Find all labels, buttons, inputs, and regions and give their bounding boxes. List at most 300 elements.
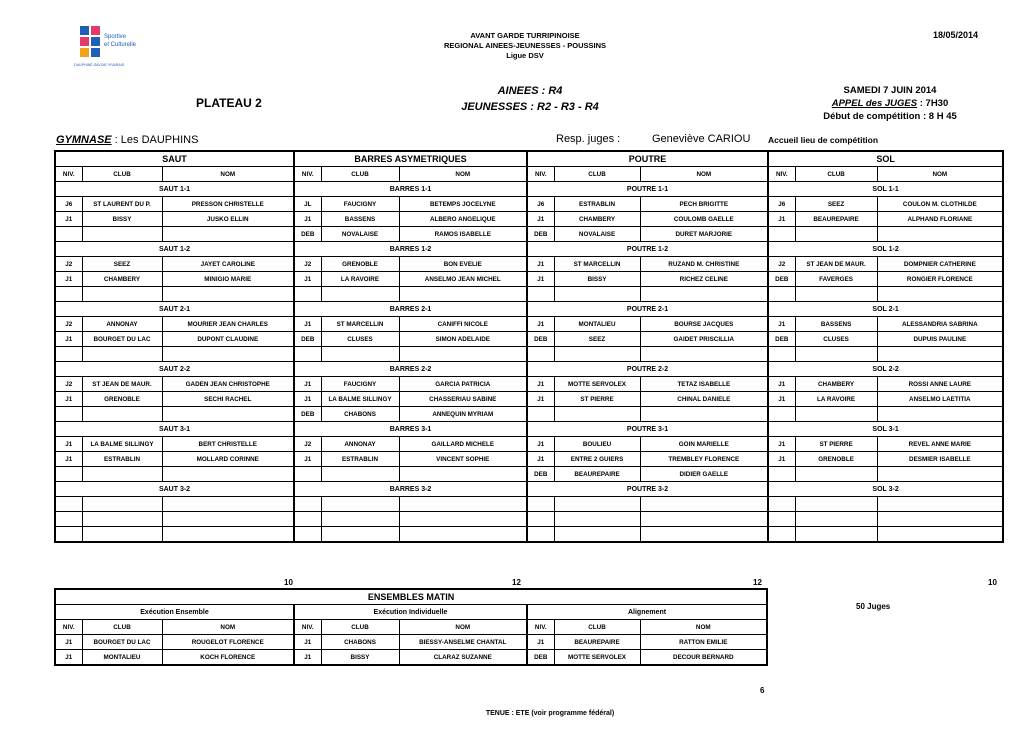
niv-cell: J1 — [527, 452, 554, 467]
nom-cell: RICHEZ CELINE — [640, 272, 768, 287]
table-row — [55, 527, 1003, 543]
club-cell — [554, 347, 640, 362]
niv-cell: J2 — [294, 437, 321, 452]
niv-cell: J1 — [527, 437, 554, 452]
column-header: NOM — [640, 167, 768, 182]
niv-cell: J1 — [527, 317, 554, 332]
nom-cell: CLARAZ SUZANNE — [399, 650, 527, 666]
nom-cell: ANSELMO LAETITIA — [877, 392, 1003, 407]
niv-cell: J1 — [55, 437, 82, 452]
nom-cell — [640, 407, 768, 422]
club-cell: ESTRABLIN — [82, 452, 162, 467]
niv-cell: J1 — [55, 650, 82, 666]
niv-cell: J1 — [55, 272, 82, 287]
niv-cell — [55, 407, 82, 422]
table-row — [55, 287, 1003, 302]
column-header: CLUB — [554, 167, 640, 182]
competition-name: REGIONAL AINEES-JEUNESSES - POUSSINS — [443, 41, 607, 50]
nom-cell: CHINAL DANIELE — [640, 392, 768, 407]
niv-cell: J1 — [768, 392, 795, 407]
niv-cell: J1 — [55, 452, 82, 467]
group-label: SOL 3-2 — [768, 482, 1003, 497]
column-header: NOM — [640, 620, 767, 635]
column-header: CLUB — [82, 167, 162, 182]
table-row — [55, 212, 1003, 227]
niv-cell: J6 — [768, 197, 795, 212]
nom-cell: RONGIER FLORENCE — [877, 272, 1003, 287]
club-cell: BASSENS — [321, 212, 399, 227]
club-cell: MONTALIEU — [82, 650, 162, 666]
club-cell: GRENOBLE — [321, 257, 399, 272]
league-name: Ligue DSV — [506, 51, 544, 60]
group-label: BARRES 1-2 — [294, 242, 527, 257]
nom-cell: DECOUR BERNARD — [640, 650, 767, 666]
niv-cell — [768, 497, 795, 512]
club-cell: ST PIERRE — [554, 392, 640, 407]
column-header: NIV. — [768, 167, 795, 182]
nom-cell: TREMBLEY FLORENCE — [640, 452, 768, 467]
club-cell: LA RAVOIRE — [321, 272, 399, 287]
niv-cell — [768, 512, 795, 527]
niv-cell — [768, 287, 795, 302]
niv-cell: J1 — [55, 332, 82, 347]
niv-cell: DEB — [294, 407, 321, 422]
group-label-row — [55, 482, 1003, 497]
club-cell: CLUSES — [321, 332, 399, 347]
nom-cell — [877, 467, 1003, 482]
group-label: BARRES 2-1 — [294, 302, 527, 317]
category-jeunesses: JEUNESSES : R2 - R3 - R4 — [461, 101, 599, 113]
club-cell: NOVALAISE — [554, 227, 640, 242]
club-cell — [795, 407, 877, 422]
niv-cell: DEB — [768, 272, 795, 287]
group-label-row — [55, 362, 1003, 377]
table-row — [55, 347, 1003, 362]
club-cell: NOVALAISE — [321, 227, 399, 242]
nom-cell: GAILLARD MICHELE — [399, 437, 527, 452]
club-cell — [795, 527, 877, 543]
nom-cell: REVEL ANNE MARIE — [877, 437, 1003, 452]
count-saut: 10 — [284, 578, 293, 587]
column-header: NIV. — [527, 167, 554, 182]
table-row — [55, 332, 1003, 347]
org-name: AVANT GARDE TURRIPINOISE — [470, 31, 580, 40]
nom-cell: DOMPNIER CATHERINE — [877, 257, 1003, 272]
nom-cell — [640, 347, 768, 362]
group-label: BARRES 1-1 — [294, 182, 527, 197]
gymnase-label: GYMNASE — [56, 134, 112, 146]
club-cell: ST JEAN DE MAUR. — [795, 257, 877, 272]
club-cell: BISSY — [321, 650, 399, 666]
category-ainees: AINEES : R4 — [497, 85, 563, 97]
table-row — [55, 635, 767, 650]
group-label: POUTRE 2-1 — [527, 302, 768, 317]
niv-cell: J2 — [294, 257, 321, 272]
club-cell: MOTTE SERVOLEX — [554, 377, 640, 392]
count-ensembles: 6 — [760, 686, 765, 695]
tenue-note: TENUE : ETE (voir programme fédéral) — [485, 710, 615, 717]
niv-cell: DEB — [294, 227, 321, 242]
resp-juges-name: Geneviève CARIOU — [652, 133, 751, 145]
niv-cell: J1 — [768, 437, 795, 452]
nom-cell — [162, 467, 294, 482]
nom-cell — [877, 347, 1003, 362]
table-row — [55, 257, 1003, 272]
table-row — [55, 197, 1003, 212]
club-cell: LA RAVOIRE — [795, 392, 877, 407]
niv-cell — [768, 407, 795, 422]
ensembles-table — [54, 588, 768, 666]
nom-cell: ANNEQUIN MYRIAM — [399, 407, 527, 422]
group-label-row — [55, 182, 1003, 197]
group-label: POUTRE 2-2 — [527, 362, 768, 377]
nom-cell: PRESSON CHRISTELLE — [162, 197, 294, 212]
nom-cell: COULOMB GAELLE — [640, 212, 768, 227]
table-row — [55, 650, 767, 666]
nom-cell — [399, 497, 527, 512]
nom-cell: BIESSY-ANSELME CHANTAL — [399, 635, 527, 650]
club-cell — [795, 467, 877, 482]
apparatus-header: POUTRE — [527, 151, 768, 167]
nom-cell: RATTON EMILIE — [640, 635, 767, 650]
club-cell: FAUCIGNY — [321, 377, 399, 392]
nom-cell: MOURIER JEAN CHARLES — [162, 317, 294, 332]
group-label: POUTRE 1-2 — [527, 242, 768, 257]
club-cell: ESTRABLIN — [321, 452, 399, 467]
appel-juges — [800, 97, 980, 110]
gymnase-value: : Les DAUPHINS — [111, 134, 199, 146]
nom-cell: VINCENT SOPHIE — [399, 452, 527, 467]
apparatus-header: BARRES ASYMETRIQUES — [294, 151, 527, 167]
club-cell: CHABONS — [321, 407, 399, 422]
club-cell: ST MARCELLIN — [321, 317, 399, 332]
nom-cell: RAMOS ISABELLE — [399, 227, 527, 242]
club-cell — [321, 527, 399, 543]
group-label-row — [55, 422, 1003, 437]
club-cell — [554, 497, 640, 512]
niv-cell: J1 — [527, 212, 554, 227]
column-header: NIV. — [55, 167, 82, 182]
niv-cell: JL — [294, 197, 321, 212]
group-label: SOL 3-1 — [768, 422, 1003, 437]
nom-cell — [399, 512, 527, 527]
nom-cell — [640, 287, 768, 302]
nom-cell: GAIDET PRISCILLIA — [640, 332, 768, 347]
appel-label: APPEL des JUGES — [831, 98, 918, 109]
nom-cell: DUPONT CLAUDINE — [162, 332, 294, 347]
gymnase — [56, 134, 198, 146]
nom-cell: JAYET CAROLINE — [162, 257, 294, 272]
niv-cell: J1 — [527, 377, 554, 392]
nom-cell: BETEMPS JOCELYNE — [399, 197, 527, 212]
nom-cell: DURET MARJORIE — [640, 227, 768, 242]
niv-cell: J1 — [527, 272, 554, 287]
column-header: NOM — [399, 620, 527, 635]
nom-cell: KOCH FLORENCE — [162, 650, 294, 666]
nom-cell — [399, 347, 527, 362]
column-header: NOM — [399, 167, 527, 182]
nom-cell: RUZAND M. CHRISTINE — [640, 257, 768, 272]
start-time: Début de compétition : 8 H 45 — [823, 111, 957, 122]
niv-cell — [527, 497, 554, 512]
appel-time: : 7H30 — [917, 98, 949, 109]
nom-cell — [162, 287, 294, 302]
niv-cell: DEB — [768, 332, 795, 347]
nom-cell — [162, 527, 294, 543]
niv-cell — [55, 497, 82, 512]
club-cell: MONTALIEU — [554, 317, 640, 332]
niv-cell: J1 — [294, 650, 321, 666]
niv-cell — [55, 467, 82, 482]
nom-cell: PECH BRIGITTE — [640, 197, 768, 212]
nom-cell — [162, 227, 294, 242]
niv-cell — [294, 512, 321, 527]
niv-cell — [527, 527, 554, 543]
group-label-row — [55, 302, 1003, 317]
club-cell — [554, 287, 640, 302]
column-header: CLUB — [82, 620, 162, 635]
club-cell — [795, 347, 877, 362]
nom-cell — [877, 512, 1003, 527]
niv-cell: J6 — [527, 197, 554, 212]
club-cell — [554, 527, 640, 543]
niv-cell — [294, 527, 321, 543]
apparatus-header-row — [55, 151, 1003, 167]
niv-cell — [527, 407, 554, 422]
club-cell — [554, 407, 640, 422]
niv-cell — [768, 527, 795, 543]
niv-cell: DEB — [294, 332, 321, 347]
table-row — [55, 437, 1003, 452]
club-cell: ESTRABLIN — [554, 197, 640, 212]
nom-cell — [162, 497, 294, 512]
niv-cell: DEB — [527, 467, 554, 482]
accueil-note: Accueil lieu de compétition — [768, 135, 879, 145]
club-cell: CHABONS — [321, 635, 399, 650]
club-cell — [82, 407, 162, 422]
niv-cell — [768, 227, 795, 242]
group-label-row — [55, 242, 1003, 257]
niv-cell — [55, 287, 82, 302]
club-cell: FAVERGES — [795, 272, 877, 287]
group-label: SAUT 1-2 — [55, 242, 294, 257]
group-label: POUTRE 1-1 — [527, 182, 768, 197]
club-cell — [321, 287, 399, 302]
club-cell: CLUSES — [795, 332, 877, 347]
column-header: CLUB — [321, 167, 399, 182]
club-cell — [795, 287, 877, 302]
nom-cell: CHASSERIAU SABINE — [399, 392, 527, 407]
nom-cell — [399, 467, 527, 482]
column-header-row — [55, 167, 1003, 182]
club-cell: GRENOBLE — [795, 452, 877, 467]
table-row — [55, 512, 1003, 527]
club-cell: ST LAURENT DU P. — [82, 197, 162, 212]
club-cell: BISSY — [82, 212, 162, 227]
club-cell: FAUCIGNY — [321, 197, 399, 212]
club-cell — [321, 467, 399, 482]
club-cell — [554, 512, 640, 527]
niv-cell — [294, 467, 321, 482]
niv-cell: DEB — [527, 650, 554, 666]
niv-cell: J2 — [55, 257, 82, 272]
nom-cell: GOIN MARIELLE — [640, 437, 768, 452]
niv-cell: J1 — [768, 452, 795, 467]
count-sol: 10 — [988, 578, 997, 587]
club-cell: ANNONAY — [321, 437, 399, 452]
niv-cell — [527, 287, 554, 302]
apparatus-header: SOL — [768, 151, 1003, 167]
club-cell: BEAUREPAIRE — [795, 212, 877, 227]
table-row — [55, 407, 1003, 422]
niv-cell — [768, 467, 795, 482]
club-cell — [82, 347, 162, 362]
group-label: BARRES 2-2 — [294, 362, 527, 377]
niv-cell: J1 — [294, 272, 321, 287]
nom-cell — [877, 527, 1003, 543]
club-cell: SEEZ — [795, 197, 877, 212]
club-cell: BEAUREPAIRE — [554, 635, 640, 650]
document-date: 18/05/2014 — [932, 30, 978, 40]
nom-cell — [162, 347, 294, 362]
group-label: BARRES 3-2 — [294, 482, 527, 497]
niv-cell: J2 — [768, 257, 795, 272]
column-header: NOM — [877, 167, 1003, 182]
column-header: NIV. — [527, 620, 554, 635]
niv-cell: J1 — [294, 377, 321, 392]
ensembles-title: ENSEMBLES MATIN — [55, 589, 767, 605]
club-cell: LA BALME SILLINGY — [321, 392, 399, 407]
column-header: CLUB — [321, 620, 399, 635]
club-cell: BOURGET DU LAC — [82, 635, 162, 650]
niv-cell: J1 — [527, 635, 554, 650]
club-cell: ST JEAN DE MAUR. — [82, 377, 162, 392]
column-header: NOM — [162, 620, 294, 635]
niv-cell — [527, 512, 554, 527]
nom-cell: ROUGELOT FLORENCE — [162, 635, 294, 650]
club-cell — [321, 497, 399, 512]
niv-cell: J1 — [527, 257, 554, 272]
column-header: CLUB — [795, 167, 877, 182]
group-label: SAUT 2-2 — [55, 362, 294, 377]
club-cell — [321, 512, 399, 527]
club-cell: LA BALME SILLINGY — [82, 437, 162, 452]
ffg-logo — [72, 22, 158, 84]
club-cell — [82, 497, 162, 512]
nom-cell: BON EVELIE — [399, 257, 527, 272]
niv-cell: J2 — [55, 317, 82, 332]
logo-text-2: et Culturelle — [104, 42, 137, 48]
club-cell: BEAUREPAIRE — [554, 467, 640, 482]
niv-cell: J1 — [55, 212, 82, 227]
club-cell — [82, 467, 162, 482]
nom-cell: BOURSE JACQUES — [640, 317, 768, 332]
count-poutre: 12 — [753, 578, 762, 587]
niv-cell: J1 — [768, 377, 795, 392]
nom-cell: MINIGIO MARIE — [162, 272, 294, 287]
niv-cell: J1 — [294, 635, 321, 650]
club-cell: ST PIERRE — [795, 437, 877, 452]
club-cell — [321, 347, 399, 362]
nom-cell — [399, 287, 527, 302]
club-cell: MOTTE SERVOLEX — [554, 650, 640, 666]
niv-cell: J1 — [55, 635, 82, 650]
club-cell: ENTRE 2 GUIERS — [554, 452, 640, 467]
club-cell — [82, 512, 162, 527]
nom-cell: TETAZ ISABELLE — [640, 377, 768, 392]
group-label: SAUT 3-1 — [55, 422, 294, 437]
table-row — [55, 227, 1003, 242]
nom-cell: DUPUIS PAULINE — [877, 332, 1003, 347]
ensembles-title-row — [55, 589, 767, 605]
logo-text-1: Sportive — [104, 34, 127, 40]
club-cell: BOULIEU — [554, 437, 640, 452]
nom-cell — [640, 512, 768, 527]
niv-cell — [55, 227, 82, 242]
group-label: POUTRE 3-2 — [527, 482, 768, 497]
group-label: BARRES 3-1 — [294, 422, 527, 437]
column-header: NIV. — [294, 620, 321, 635]
niv-cell: J6 — [55, 197, 82, 212]
table-row — [55, 452, 1003, 467]
table-row — [55, 377, 1003, 392]
niv-cell — [294, 347, 321, 362]
ensembles-section: Exécution Ensemble — [55, 605, 294, 620]
nom-cell: SIMON ADELAIDE — [399, 332, 527, 347]
group-label: POUTRE 3-1 — [527, 422, 768, 437]
niv-cell — [294, 287, 321, 302]
club-cell — [795, 227, 877, 242]
niv-cell: DEB — [527, 332, 554, 347]
nom-cell: ANSELMO JEAN MICHEL — [399, 272, 527, 287]
nom-cell: MOLLARD CORINNE — [162, 452, 294, 467]
club-cell: SEEZ — [554, 332, 640, 347]
nom-cell: DESMIER ISABELLE — [877, 452, 1003, 467]
niv-cell: J1 — [294, 317, 321, 332]
group-label: SOL 2-2 — [768, 362, 1003, 377]
club-cell: ANNONAY — [82, 317, 162, 332]
niv-cell: J1 — [527, 392, 554, 407]
nom-cell — [399, 527, 527, 543]
logo-text-3: DAUPHINÉ-SAVOIE VIVARAIS — [74, 63, 125, 67]
group-label: SOL 1-2 — [768, 242, 1003, 257]
nom-cell: BERT CHRISTELLE — [162, 437, 294, 452]
nom-cell: GARCIA PATRICIA — [399, 377, 527, 392]
club-cell — [82, 527, 162, 543]
nom-cell — [162, 512, 294, 527]
niv-cell — [55, 512, 82, 527]
club-cell: GRENOBLE — [82, 392, 162, 407]
niv-cell — [527, 347, 554, 362]
ensembles-column-header-row — [55, 620, 767, 635]
nom-cell: GADEN JEAN CHRISTOPHE — [162, 377, 294, 392]
nom-cell — [877, 497, 1003, 512]
group-label: SAUT 2-1 — [55, 302, 294, 317]
nom-cell — [162, 407, 294, 422]
club-cell — [82, 287, 162, 302]
niv-cell: J1 — [294, 212, 321, 227]
nom-cell: COULON M. CLOTHILDE — [877, 197, 1003, 212]
club-cell: CHAMBERY — [795, 377, 877, 392]
club-cell — [82, 227, 162, 242]
group-label: SAUT 1-1 — [55, 182, 294, 197]
table-row — [55, 467, 1003, 482]
nom-cell: ALBERO ANGELIQUE — [399, 212, 527, 227]
nom-cell: SECHI RACHEL — [162, 392, 294, 407]
niv-cell — [768, 347, 795, 362]
ensembles-section: Alignement — [527, 605, 767, 620]
column-header: CLUB — [554, 620, 640, 635]
